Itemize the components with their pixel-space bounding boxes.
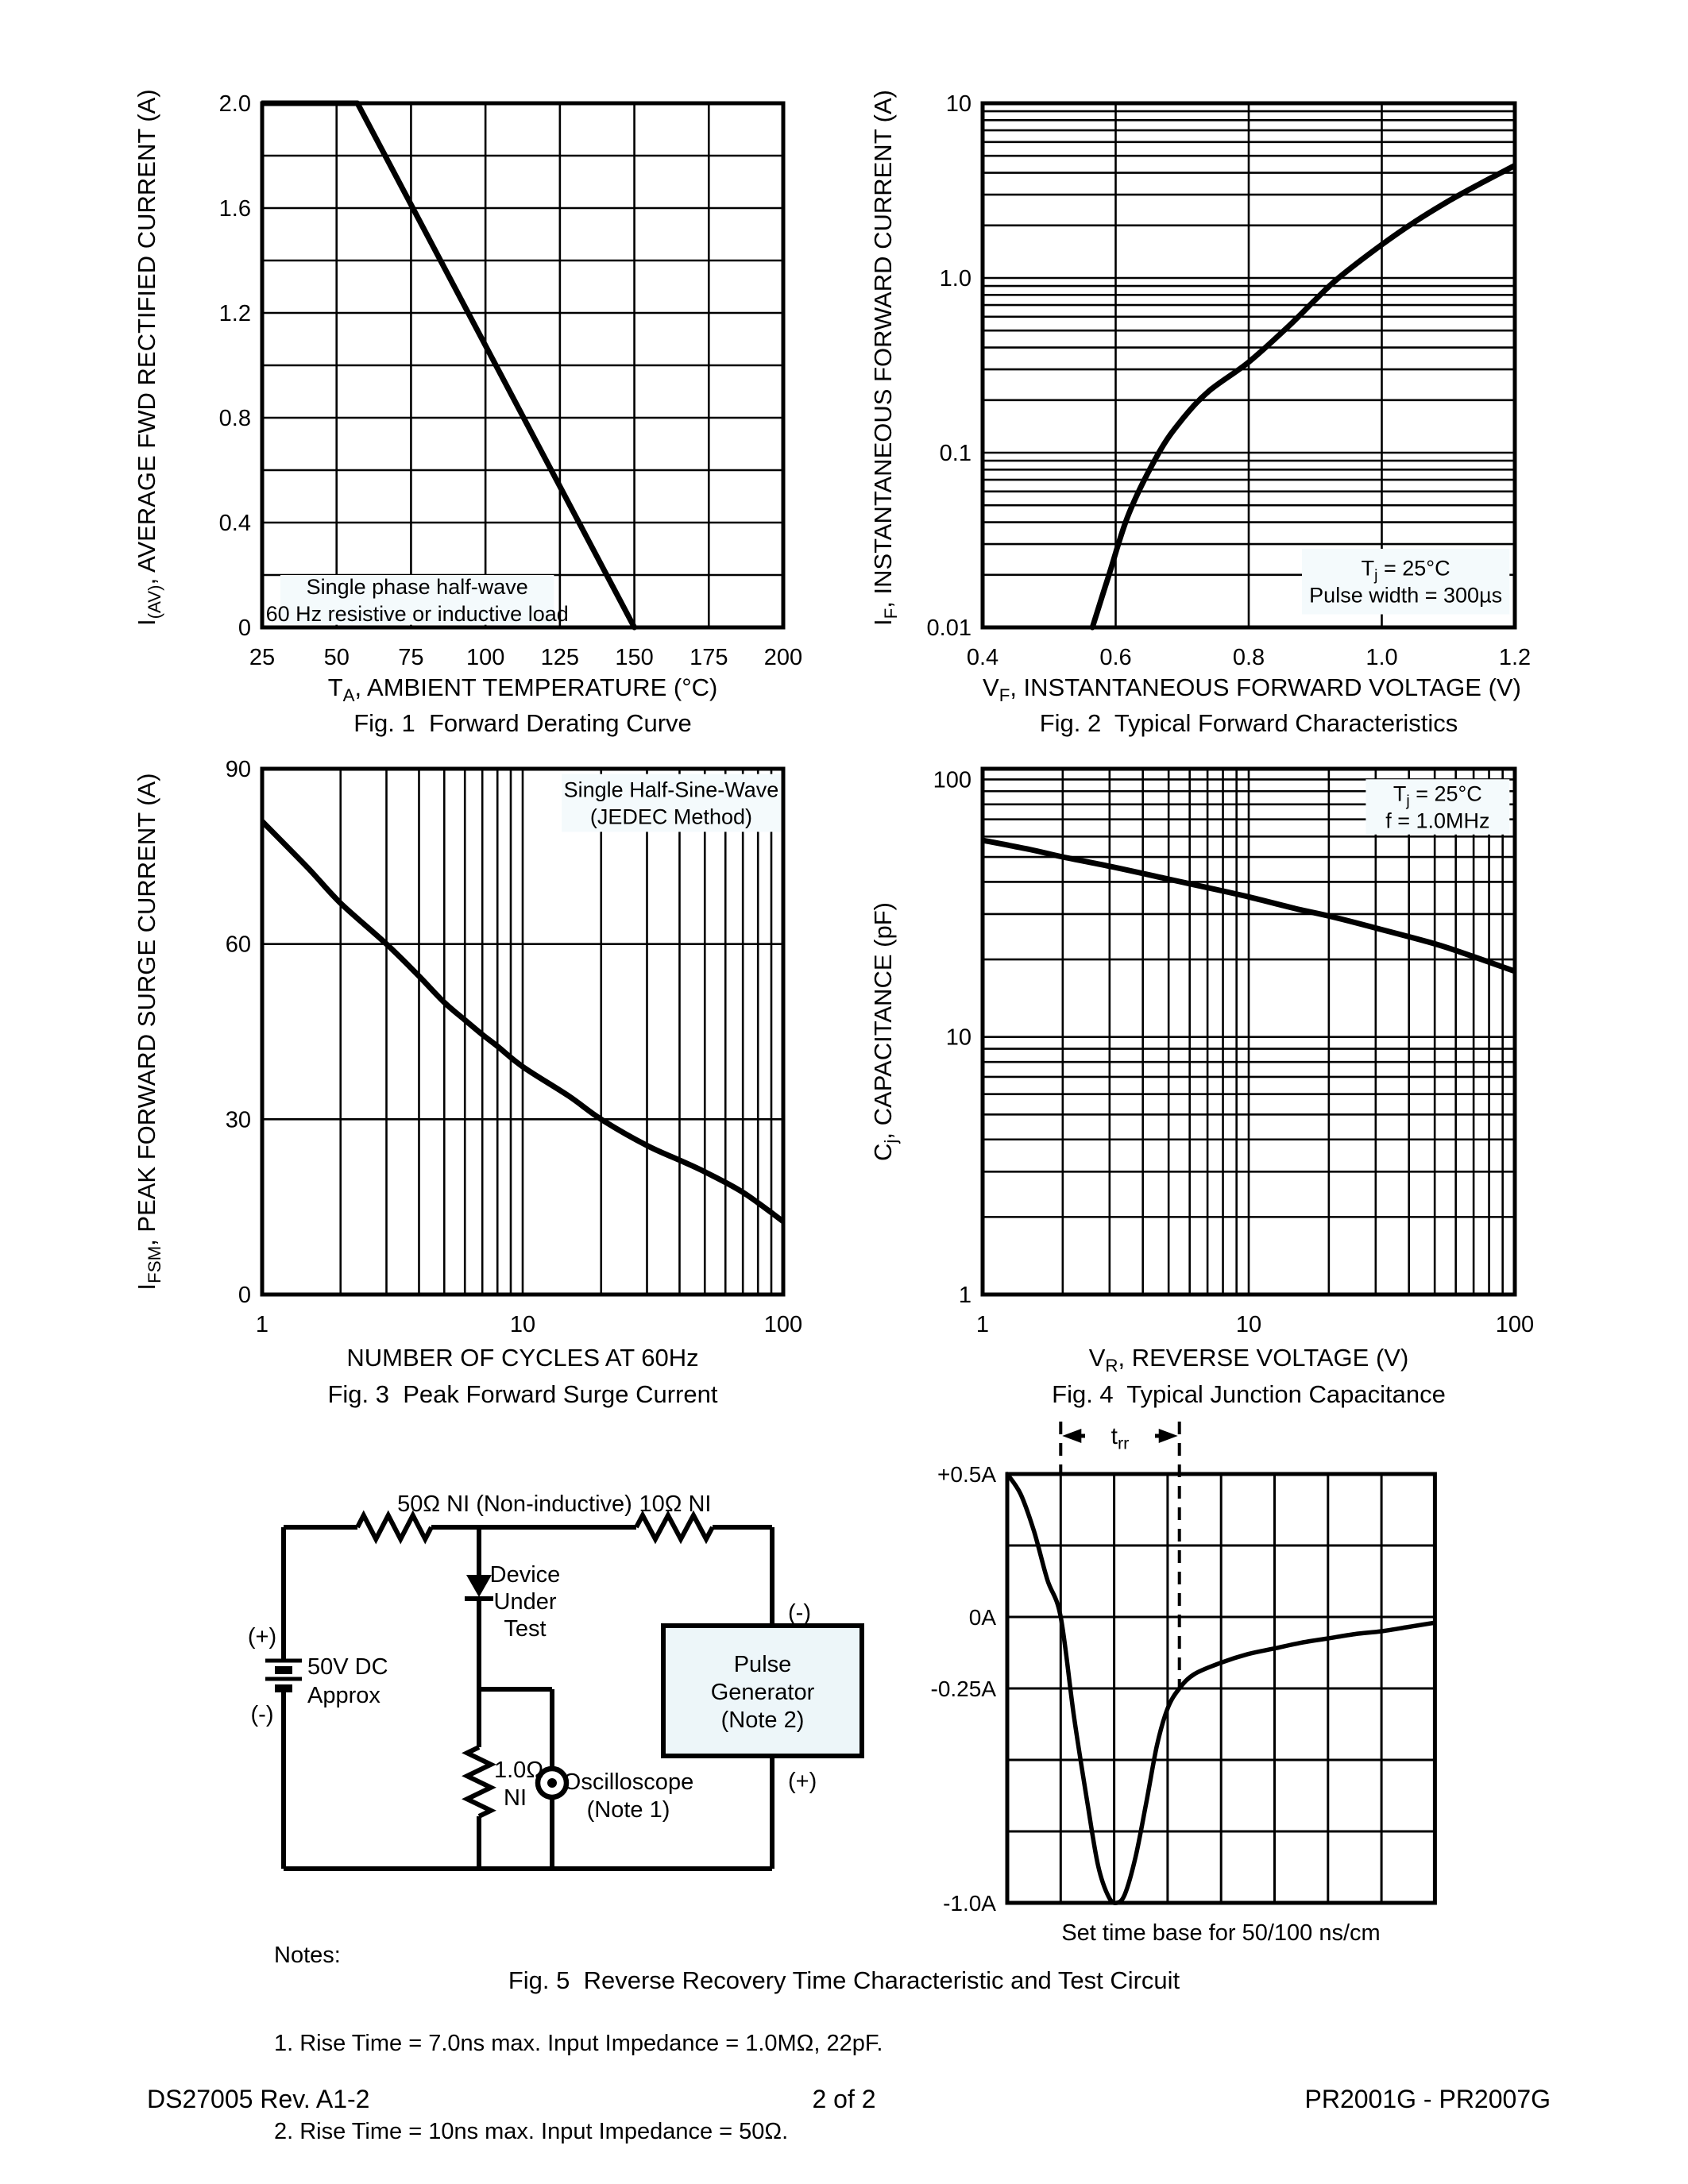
fig1-xtick: 150 [615, 645, 654, 670]
fig1-caption: Fig. 1 Forward Derating Curve [353, 709, 692, 737]
fig4-chart [882, 743, 1557, 1370]
fig1-xtick: 75 [398, 645, 424, 670]
fig1-ytick: 0.4 [218, 511, 251, 536]
trr-label: $t_{rr}$ [1111, 1423, 1130, 1453]
fig2-x-axis-label: $V_F$, INSTANTANEOUS FORWARD VOLTAGE (V) [983, 673, 1521, 706]
footer-page-number: 2 of 2 [812, 2085, 876, 2113]
fig2-y-axis-label: $I_F$, INSTANTANEOUS FORWARD CURRENT (A) [869, 89, 902, 626]
pulse-generator-label: Pulse [733, 1652, 792, 1677]
fig1-ytick: 0 [238, 615, 251, 641]
fig1-xtick: 50 [323, 645, 350, 670]
fig3-y-axis-label: $I_{FSM}$, PEAK FORWARD SURGE CURRENT (A) [133, 773, 165, 1291]
fig3-xtick: 100 [763, 1312, 803, 1337]
note-2: 2. Rise Time = 10ns max. Input Impedance = 50Ω. [274, 2119, 789, 2144]
fig2-xtick: 0.6 [1099, 645, 1132, 670]
pulse-generator-minus-label: (-) [788, 1600, 811, 1626]
fig2-ytick: 10 [945, 91, 971, 117]
fig4-xtick: 10 [1235, 1312, 1262, 1337]
fig1-annotation-line: Single phase half-wave [306, 574, 528, 599]
wave-ytick: +0.5A [937, 1462, 996, 1487]
resistor-10ohm-label: 10Ω NI [639, 1491, 712, 1517]
fig1-annotation-line: 60 Hz resistive or inductive load [265, 601, 569, 626]
fig3-ytick: 30 [225, 1107, 251, 1133]
battery-plus-label: (+) [247, 1624, 277, 1650]
fig2-xtick: 0.4 [966, 645, 999, 670]
note-1: 1. Rise Time = 7.0ns max. Input Impedance = 1.0MΩ, 22pF. [274, 2031, 883, 2056]
pulse-generator-label: Generator [710, 1680, 815, 1705]
fig4-xtick: 100 [1495, 1312, 1535, 1337]
fig3-x-axis-label: NUMBER OF CYCLES AT 60Hz [346, 1344, 699, 1372]
wave-ytick: -1.0A [943, 1891, 996, 1916]
fig1-x-axis-label: $T_A$, AMBIENT TEMPERATURE (°C) [327, 673, 718, 706]
fig3-ytick: 60 [225, 932, 251, 958]
diode-symbol [466, 1575, 492, 1597]
fig5-timebase-note: Set time base for 50/100 ns/cm [1061, 1920, 1381, 1946]
fig1-chart [163, 77, 822, 696]
fig2-ytick: 0.1 [939, 441, 971, 466]
fig4-ytick: 100 [933, 767, 971, 793]
resistor-1ohm-label: 1.0Ω [494, 1758, 543, 1783]
fig4-ytick: 10 [945, 1024, 971, 1051]
fig1-ytick: 0.8 [218, 406, 251, 431]
fig3-ytick: 0 [238, 1283, 251, 1308]
fig2-xtick: 0.8 [1232, 645, 1265, 670]
fig2-xtick: 1.2 [1498, 645, 1532, 670]
footer-doc-revision: DS27005 Rev. A1-2 [147, 2085, 370, 2113]
fig4-annotation-line: f = 1.0MHz [1385, 808, 1490, 833]
fig4-annotation-line: $T_j = 25^\circ C$ [1393, 781, 1482, 810]
fig2-annotation-line: Pulse width = 300µs [1309, 583, 1503, 608]
device-under-test-label: Device [489, 1562, 561, 1588]
fig2-xtick: 1.0 [1365, 645, 1398, 670]
fig5-caption: Fig. 5 Reverse Recovery Time Characteristic and Test Circuit [508, 1966, 1180, 1994]
resistor-1ohm [467, 1747, 491, 1816]
fig4-y-axis-label: $C_j$, CAPACITANCE (pF) [869, 902, 902, 1161]
fig1-ytick: 1.2 [218, 301, 251, 326]
notes-title: Notes: [274, 1943, 341, 1968]
battery-voltage-label: Approx [307, 1683, 380, 1708]
pulse-generator-label: (Note 2) [720, 1707, 805, 1733]
fig3-ytick: 90 [225, 757, 251, 782]
fig5-notes [274, 1882, 883, 2184]
fig4-xtick: 1 [975, 1312, 990, 1337]
battery-minus-label: (-) [250, 1702, 274, 1727]
resistor-50ohm [357, 1515, 431, 1539]
fig2-annotation-line: $T_j = 25^\circ C$ [1361, 556, 1450, 585]
fig1-ytick: 1.6 [218, 196, 251, 222]
fig1-xtick: 125 [540, 645, 580, 670]
resistor-10ohm [636, 1515, 713, 1539]
fig1-xtick: 25 [249, 645, 276, 670]
fig4-caption: Fig. 4 Typical Junction Capacitance [1052, 1380, 1446, 1408]
fig5-recovery-waveform [894, 1406, 1481, 1922]
wave-ytick: -0.25A [930, 1677, 996, 1701]
pulse-generator-plus-label: (+) [788, 1769, 817, 1794]
footer-part-range: PR2001G - PR2007G [1304, 2085, 1551, 2113]
fig3-chart [163, 743, 822, 1370]
fig2-ytick: 1.0 [939, 266, 971, 291]
fig3-xtick: 1 [255, 1312, 269, 1337]
fig1-ytick: 2.0 [218, 91, 251, 117]
fig4-x-axis-label: $V_R$, REVERSE VOLTAGE (V) [1088, 1344, 1409, 1376]
fig1-y-axis-label: $I_{(AV)}$, AVERAGE FWD RECTIFIED CURRENT (A) [133, 89, 165, 626]
fig3-xtick: 10 [509, 1312, 536, 1337]
fig1-xtick: 100 [465, 645, 505, 670]
trr-arrowhead-left [1062, 1429, 1081, 1443]
oscilloscope-label: (Note 1) [586, 1797, 670, 1823]
fig4-ytick: 1 [958, 1283, 971, 1308]
fig2-chart [882, 77, 1557, 696]
trr-arrowhead-right [1159, 1429, 1178, 1443]
resistor-50ohm-label: 50Ω NI (Non-inductive) [397, 1491, 632, 1517]
fig3-caption: Fig. 3 Peak Forward Surge Current [327, 1380, 718, 1408]
device-under-test-label: Under [493, 1589, 557, 1615]
oscilloscope-label: Oscilloscope [562, 1769, 694, 1795]
fig1-xtick: 200 [763, 645, 803, 670]
wave-ytick: 0A [968, 1605, 996, 1630]
fig2-caption: Fig. 2 Typical Forward Characteristics [1039, 709, 1458, 737]
fig1-xtick: 175 [689, 645, 728, 670]
fig5-test-circuit-diagram [222, 1461, 898, 1906]
device-under-test-label: Test [504, 1616, 547, 1642]
fig3-annotation-line: Single Half-Sine-Wave [563, 778, 779, 802]
fig3-annotation-line: (JEDEC Method) [589, 805, 752, 829]
fig2-ytick: 0.01 [926, 615, 971, 641]
resistor-1ohm-label: NI [504, 1785, 527, 1811]
battery-voltage-label: 50V DC [307, 1654, 388, 1680]
